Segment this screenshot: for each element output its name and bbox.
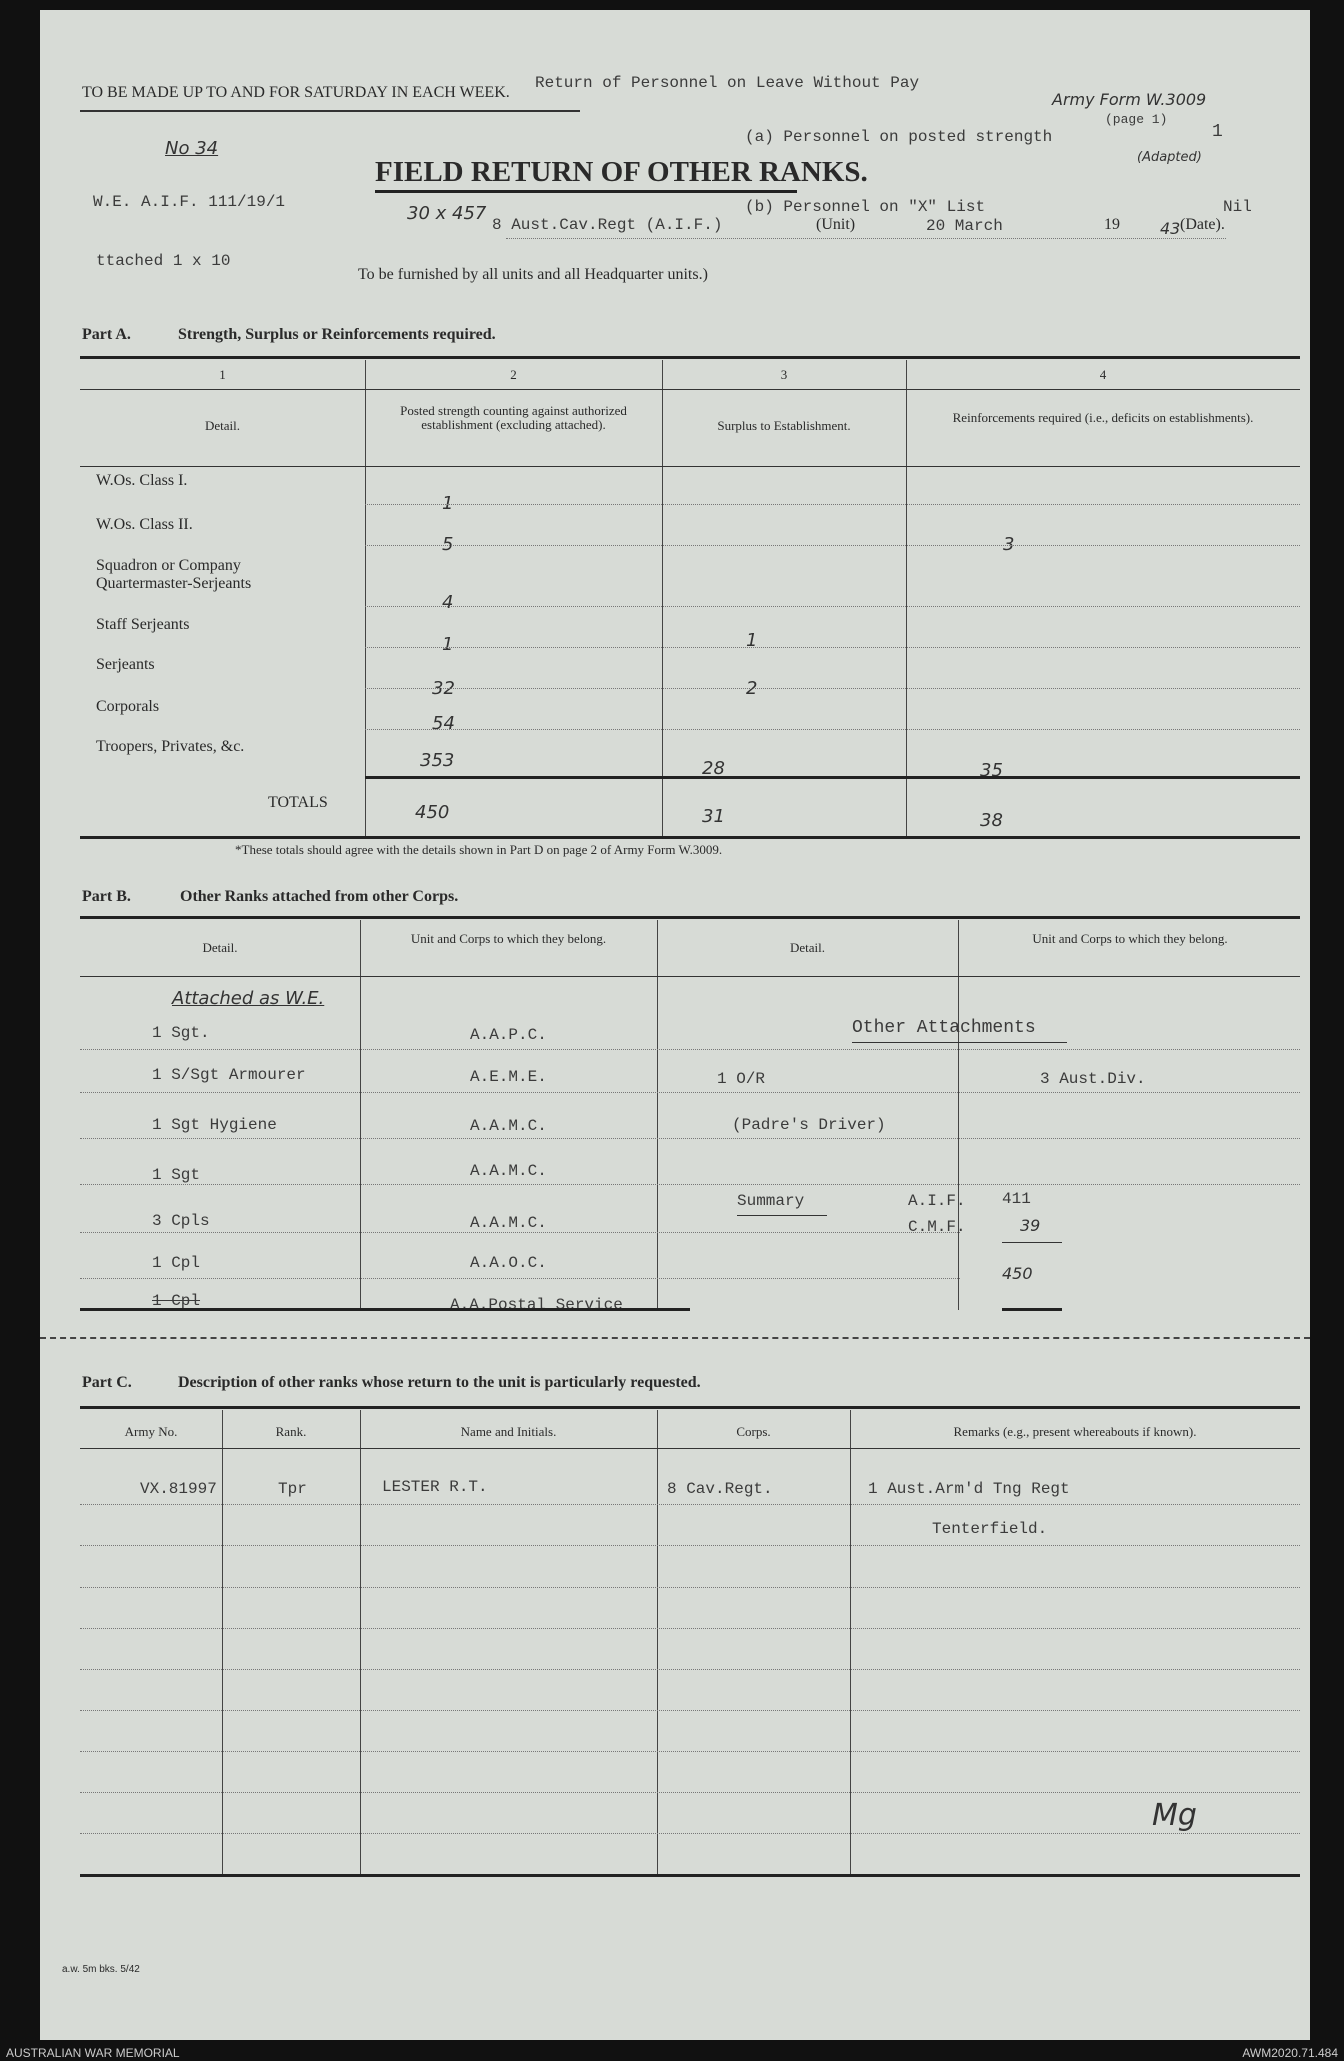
part-b-header-detail-left: Detail. [202, 940, 238, 955]
part-b-summary-underline [737, 1215, 827, 1216]
part-a-row-rule [365, 606, 1300, 607]
print-code: a.w. 5m bks. 5/42 [62, 1964, 140, 1975]
title-underline [375, 190, 797, 193]
part-a-col-number-2: 2 [510, 367, 517, 382]
part-a-row-detail: Troopers, Privates, &c. [96, 738, 245, 755]
page-mark: 1 [1212, 122, 1223, 142]
part-b-summary-label-cmf: C.M.F. [908, 1218, 966, 1236]
part-b-heading: Other Ranks attached from other Corps. [180, 888, 459, 905]
part-c-remarks-1: 1 Aust.Arm'd Tng Regt [868, 1480, 1070, 1498]
archive-caption-right: AWM2020.71.484 [1242, 2046, 1338, 2060]
part-a-heading: Strength, Surplus or Reinforcements required. [178, 326, 496, 343]
part-c-remarks-2: Tenterfield. [932, 1520, 1048, 1538]
part-c-row-rule [80, 1792, 1300, 1793]
part-b-summary-label: Summary [737, 1192, 805, 1210]
part-b-left-detail: 1 Sgt. [152, 1024, 210, 1042]
part-a-row-detail-text: Squadron or Company Quartermaster-Serjeants [96, 557, 252, 592]
part-a-row-posted: 1 [442, 634, 454, 655]
unit-date-dotted-line [506, 238, 1226, 239]
part-c-initials: Mg [1152, 1798, 1197, 1833]
instruction-underline [80, 110, 580, 112]
part-a-bottom-rule [80, 836, 1300, 839]
part-a-row-rule [365, 729, 1300, 730]
instruction-text: TO BE MADE UP TO AND FOR SATURDAY IN EACH WEEK. [82, 84, 510, 101]
part-b-left-unit: A.A.M.C. [470, 1162, 547, 1180]
part-c-name: LESTER R.T. [382, 1478, 488, 1496]
part-b-right-unit-1: 3 Aust.Div. [1040, 1070, 1146, 1088]
part-b-summary-value-aif: 411 [1002, 1190, 1031, 1208]
part-c-row-rule [80, 1504, 1300, 1505]
part-a-totals-rule [365, 776, 1300, 779]
part-b-top-rule [80, 916, 1300, 919]
part-b-left-unit: A.A.M.C. [470, 1117, 547, 1135]
part-a-row-rule [365, 647, 1300, 648]
part-a-header-surplus: Surplus to Establishment. [717, 418, 851, 433]
form-id: Army Form W.3009 [1052, 90, 1207, 109]
part-c-header-name: Name and Initials. [460, 1424, 557, 1439]
archive-caption-left: AUSTRALIAN WAR MEMORIAL [6, 2046, 180, 2060]
part-a-row-reinforcements: 3 [1003, 534, 1015, 555]
part-b-header-detail-right: Detail. [789, 940, 825, 955]
part-b-left-title: Attached as W.E. [172, 988, 325, 1009]
unit-value: 8 Aust.Cav.Regt (A.I.F.) [492, 216, 723, 234]
part-c-row-rule [80, 1833, 1300, 1834]
part-c-corps: 8 Cav.Regt. [667, 1480, 773, 1498]
part-b-right-title-underline [852, 1042, 1067, 1043]
part-a-row-posted: 54 [432, 713, 455, 734]
part-a-header-detail: Detail. [204, 418, 240, 433]
tear-line [40, 1337, 1310, 1339]
part-a-row-detail: W.Os. Class I. [96, 472, 188, 489]
part-c-row-rule [80, 1710, 1300, 1711]
part-a-col-number-3: 3 [780, 367, 788, 382]
part-b-col-divider-2 [657, 920, 658, 1310]
part-a-row-posted: 32 [432, 678, 455, 699]
part-b-left-detail: 1 S/Sgt Armourer [152, 1066, 306, 1084]
part-b-left-detail: 1 Cpl [152, 1254, 201, 1272]
part-b-left-unit: A.A.M.C. [470, 1214, 547, 1232]
furnished-note: To be furnished by all units and all Headquarter units.) [358, 266, 708, 283]
adapted-label: (Adapted) [1137, 150, 1202, 165]
part-a-total-surplus: 31 [702, 806, 725, 827]
part-a-row-detail: Corporals [96, 698, 160, 715]
part-b-row-rule [80, 1184, 1300, 1185]
part-c-row-rule [80, 1587, 1300, 1588]
part-a-row-rule [365, 545, 1300, 546]
personnel-a: (a) Personnel on posted strength [745, 128, 1053, 146]
part-a-footnote: *These totals should agree with the details shown in Part D on page 2 of Army Form W.3009. [235, 842, 723, 857]
part-c-army-no: VX.81997 [140, 1480, 217, 1498]
part-c-bottom-rule [80, 1874, 1300, 1877]
part-b-left-unit: A.E.M.E. [470, 1068, 547, 1086]
part-c-row-rule [80, 1669, 1300, 1670]
unit-label: (Unit) [816, 216, 856, 233]
part-c-header-rule [80, 1448, 1300, 1449]
form-title: FIELD RETURN OF OTHER RANKS. [375, 156, 868, 188]
part-b-col-divider-1 [360, 920, 361, 1310]
part-c-header-remarks: Remarks (e.g., present whereabouts if known). [953, 1424, 1197, 1439]
date-day: 20 March [926, 217, 1003, 235]
part-b-summary-label-aif: A.I.F. [908, 1192, 966, 1210]
part-a-row-surplus: 2 [746, 678, 758, 699]
part-b-col-divider-3 [958, 920, 959, 1310]
part-a-header-rule [80, 466, 1300, 467]
part-a-row-posted: 5 [442, 534, 454, 555]
part-c-heading: Description of other ranks whose return to the unit is particularly requested. [178, 1374, 701, 1391]
part-a-row-reinforcements: 35 [980, 760, 1003, 781]
part-b-summary-value-cmf: 39 [1020, 1216, 1041, 1235]
nil-value: Nil [1223, 198, 1252, 216]
part-c-top-rule [80, 1406, 1300, 1409]
part-c-col-divider-2 [360, 1410, 361, 1874]
typed-over-note: Return of Personnel on Leave Without Pay [535, 74, 920, 92]
part-c-col-divider-4 [850, 1410, 851, 1874]
part-b-left-detail: 1 Sgt Hygiene [152, 1116, 277, 1134]
part-b-left-detail: 1 Cpl [152, 1292, 201, 1310]
part-b-left-detail: 1 Sgt [152, 1166, 201, 1184]
part-b-row-rule [80, 1278, 960, 1279]
part-a-row-surplus: 1 [746, 630, 758, 651]
part-c-header-army-no: Army No. [124, 1424, 178, 1439]
part-a-row-rule [365, 504, 1300, 505]
page-note: (page 1) [1105, 112, 1168, 127]
part-b-left-detail: 3 Cpls [152, 1212, 210, 1230]
part-c-header-rank: Rank. [275, 1424, 307, 1439]
part-b-summary-total: 450 [1002, 1264, 1033, 1283]
part-b-right-title: Other Attachments [852, 1018, 1036, 1038]
part-b-label: Part B. [82, 888, 131, 905]
part-b-left-unit: A.A.Postal Service [450, 1296, 623, 1314]
part-b-right-detail-2: (Padre's Driver) [732, 1116, 886, 1134]
part-c-row-rule [80, 1545, 1300, 1546]
part-c-header-corps: Corps. [736, 1424, 771, 1439]
year-prefix: 19 [1104, 216, 1120, 233]
part-b-header-unit-right: Unit and Corps to which they belong. [1032, 931, 1228, 946]
part-a-top-rule [80, 356, 1300, 359]
part-c-row-rule [80, 1628, 1300, 1629]
we-line: W.E. A.I.F. 111/19/1 [93, 193, 286, 211]
part-a-total-reinforcements: 38 [980, 810, 1003, 831]
part-a-totals-label: TOTALS [268, 794, 328, 811]
part-b-left-unit: A.A.O.C. [470, 1254, 547, 1272]
part-b-bottom-rule-right [1002, 1308, 1062, 1311]
part-c-rank: Tpr [278, 1480, 307, 1498]
part-a-row-detail [96, 557, 336, 593]
part-a-total-posted: 450 [415, 802, 450, 823]
part-b-header-rule [80, 976, 1300, 977]
part-a-row-detail: W.Os. Class II. [96, 516, 193, 533]
part-a-number-rule [80, 389, 1300, 390]
part-a-row-posted: 1 [442, 493, 454, 514]
part-a-row-rule [365, 688, 1300, 689]
part-a-row-posted: 353 [420, 750, 455, 771]
form-number: No 34 [165, 138, 219, 159]
part-a-header-reinforcements: Reinforcements required (i.e., deficits on establishments). [952, 410, 1254, 425]
part-c-col-divider-1 [222, 1410, 223, 1874]
part-b-row-rule [80, 1138, 1300, 1139]
part-b-row-rule [80, 1092, 1300, 1093]
part-b-header-unit-left: Unit and Corps to which they belong. [410, 931, 607, 946]
part-c-label: Part C. [82, 1374, 132, 1391]
year-suffix: 43 [1160, 219, 1181, 238]
part-a-row-detail: Serjeants [96, 656, 155, 673]
personnel-b: (b) Personnel on "X" List [745, 198, 986, 216]
part-a-label: Part A. [82, 326, 131, 343]
part-a-col-divider-3 [906, 360, 907, 836]
part-a-row-detail: Staff Serjeants [96, 616, 190, 633]
we-handwritten: 30 x 457 [407, 203, 487, 224]
part-a-col-number-4: 4 [1099, 367, 1107, 382]
part-b-row-rule [80, 1232, 960, 1233]
part-a-header-posted: Posted strength counting against authorized establishment (excluding attached). [400, 403, 627, 432]
part-a-row-surplus: 28 [702, 758, 725, 779]
attached-line: ttached 1 x 10 [96, 252, 231, 270]
part-a-col-divider-1 [365, 360, 366, 836]
part-b-right-detail-1: 1 O/R [717, 1070, 766, 1088]
part-b-summary-rule [1002, 1242, 1062, 1243]
part-a-col-number-1: 1 [219, 367, 226, 382]
part-c-row-rule [80, 1751, 1300, 1752]
date-label: (Date). [1180, 216, 1225, 233]
part-b-row-rule [80, 1049, 1300, 1050]
part-a-row-posted: 4 [442, 592, 454, 613]
part-b-bottom-rule-left [80, 1308, 690, 1311]
part-c-col-divider-3 [657, 1410, 658, 1874]
part-b-left-unit: A.A.P.C. [470, 1026, 547, 1044]
form-paper [40, 10, 1310, 2040]
